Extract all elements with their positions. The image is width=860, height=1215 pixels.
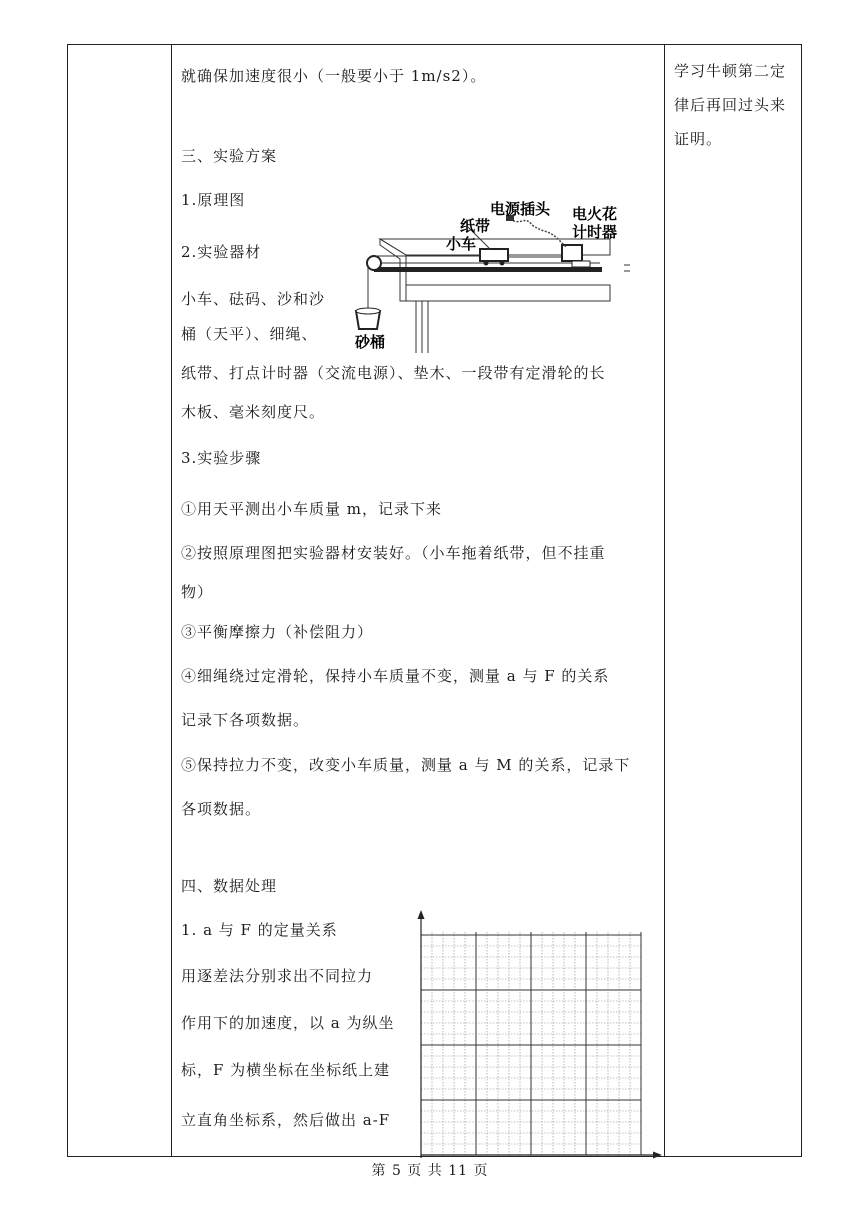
note-line-2: 律后再回过头来 <box>674 96 787 114</box>
label-bucket: 砂桶 <box>355 333 386 351</box>
table-apron <box>406 285 610 301</box>
item1-title: 1.原理图 <box>181 191 246 209</box>
section4-title: 四、数据处理 <box>181 877 278 895</box>
spark-timer <box>562 245 582 261</box>
page-footer: 第 5 页 共 11 页 <box>371 1163 489 1179</box>
procedure-line-4: 立直角坐标系，然后做出 a-F <box>181 1111 391 1129</box>
cart <box>480 249 508 261</box>
step-4-line-2: 记录下各项数据。 <box>181 711 310 729</box>
label-tape: 纸带 <box>460 217 491 235</box>
x-axis-arrow <box>653 1152 662 1159</box>
label-cart: 小车 <box>446 235 477 253</box>
apparatus-diagram <box>340 197 640 357</box>
item3-title: 3.实验步骤 <box>181 449 262 467</box>
step-5-line-1: ⑤保持拉力不变，改变小车质量，测量 a 与 M 的关系，记录下 <box>181 756 631 774</box>
step-5-line-2: 各项数据。 <box>181 800 262 818</box>
note-line-3: 证明。 <box>674 130 723 148</box>
long-board <box>374 267 602 272</box>
step-3: ③平衡摩擦力（补偿阻力） <box>181 623 374 641</box>
equipment-line-3: 纸带、打点计时器（交流电源）、垫木、一段带有定滑轮的长 <box>181 364 606 382</box>
item2-title: 2.实验器材 <box>181 243 262 261</box>
step-1: ①用天平测出小车质量 m，记录下来 <box>181 500 442 518</box>
graph-paper <box>410 910 662 1160</box>
intro-line: 就确保加速度很小（一般要小于 1m/s2）。 <box>181 67 487 85</box>
note-line-1: 学习牛顿第二定 <box>674 62 787 80</box>
pulley <box>367 256 381 270</box>
procedure-line-1: 用逐差法分别求出不同拉力 <box>181 967 374 985</box>
label-timer-2: 计时器 <box>572 223 618 241</box>
step-4-line-1: ④细绳绕过定滑轮，保持小车质量不变，测量 a 与 F 的关系 <box>181 667 610 685</box>
label-timer-1: 电火花 <box>572 205 618 223</box>
sub1-title: 1. a 与 F 的定量关系 <box>181 921 338 939</box>
label-plug: 电源插头 <box>490 200 551 218</box>
equipment-line-1: 小车、砝码、沙和沙 <box>181 290 326 308</box>
procedure-line-2: 作用下的加速度，以 a 为纵坐 <box>181 1014 395 1032</box>
equipment-line-2: 桶（天平）、细绳、 <box>181 325 318 343</box>
column-divider-right <box>664 44 665 1157</box>
procedure-line-3: 标，F 为横坐标在坐标纸上建 <box>181 1061 391 1079</box>
equipment-line-4: 木板、毫米刻度尺。 <box>181 403 326 421</box>
column-divider-left <box>171 44 172 1157</box>
y-axis-arrow <box>418 910 425 919</box>
step-2-line-1: ②按照原理图把实验器材安装好。（小车拖着纸带，但不挂重 <box>181 544 606 562</box>
section3-title: 三、实验方案 <box>181 147 278 165</box>
step-2-line-2: 物） <box>181 583 214 601</box>
